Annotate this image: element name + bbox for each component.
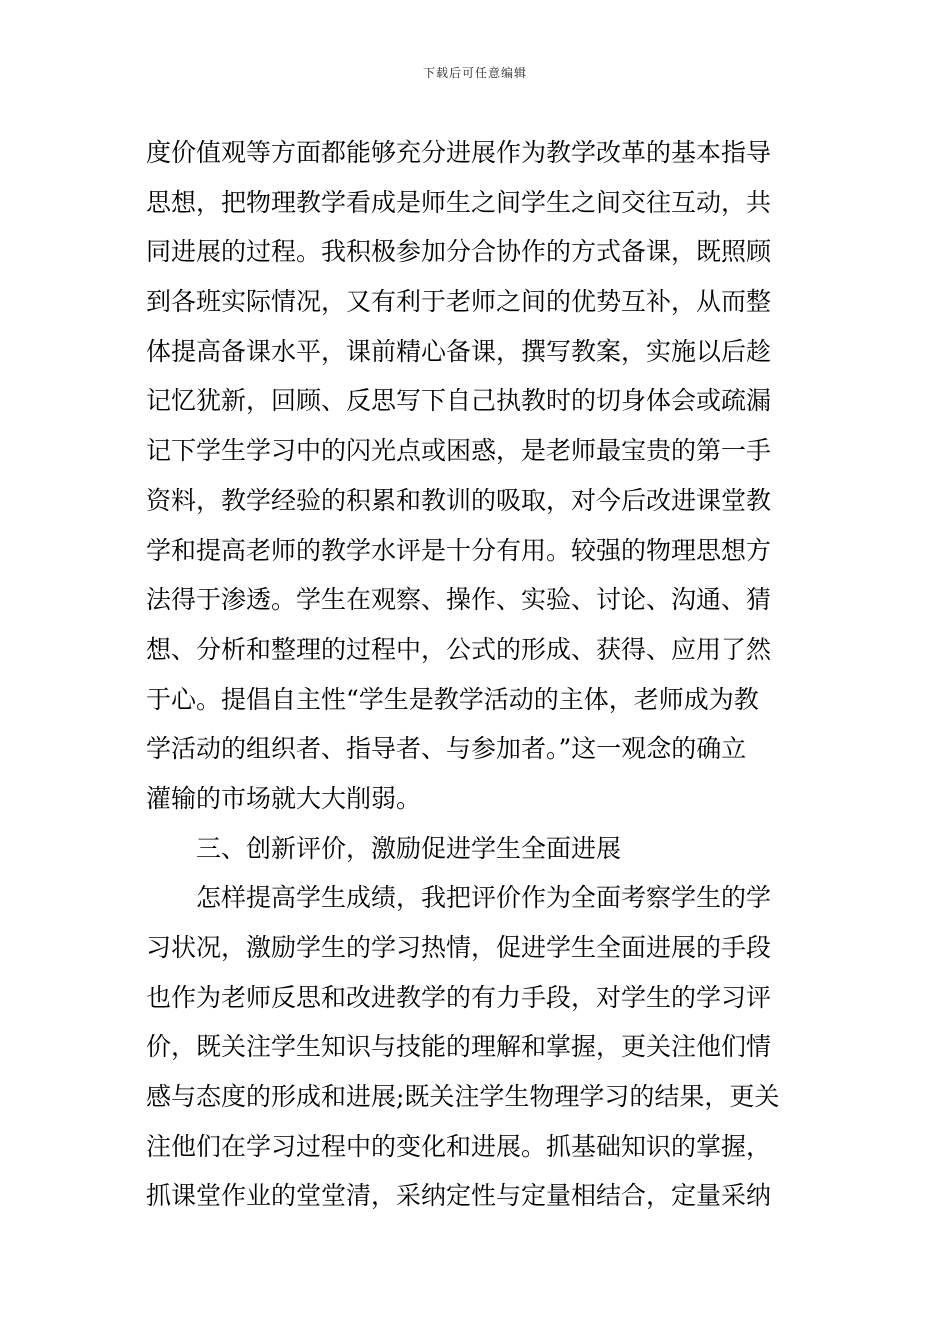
text-line: 感与态度的形成和进展;既关注学生物理学习的结果，更关	[146, 1082, 780, 1112]
document-body	[146, 128, 810, 1221]
text-line: 法得于渗透。学生在观察、操作、实验、讨论、沟通、猜	[146, 585, 772, 615]
section-heading: 三、创新评价，激励促进学生全面进展	[196, 833, 622, 863]
text-line: 习状况，激励学生的学习热情，促进学生全面进展的手段	[146, 933, 772, 962]
text-line: 抓课堂作业的堂堂清，采纳定性与定量相结合，定量采纳	[146, 1181, 772, 1211]
page-header: 下载后可任意编辑	[422, 66, 527, 80]
text-line: 也作为老师反思和改进教学的有力手段，对学生的学习评	[146, 982, 772, 1012]
text-line: 记忆犹新，回顾、反思写下自己执教时的切身体会或疏漏	[146, 386, 772, 416]
text-line: 学活动的组织者、指导者、与参加者。”这一观念的确立	[146, 734, 747, 764]
text-line: 思想，把物理教学看成是师生之间学生之间交往互动，共	[146, 187, 772, 217]
text-line: 资料，教学经验的积累和教训的吸取，对今后改进课堂教	[146, 485, 772, 515]
text-line: 价，既关注学生知识与技能的理解和掌握，更关注他们情	[146, 1032, 772, 1062]
text-line: 想、分析和整理的过程中，公式的形成、获得、应用了然	[146, 634, 772, 664]
text-line: 同进展的过程。我积极参加分合协作的方式备课，既照顾	[146, 237, 772, 267]
text-line: 注他们在学习过程中的变化和进展。抓基础知识的掌握，	[146, 1131, 772, 1161]
text-line: 体提高备课水平，课前精心备课，撰写教案，实施以后趁	[146, 336, 772, 366]
text-line: 于心。提倡自主性“学生是教学活动的主体，老师成为教	[146, 684, 759, 714]
text-line: 灌输的市场就大大削弱。	[146, 783, 422, 813]
paragraph-first-line: 怎样提高学生成绩，我把评价作为全面考察学生的学	[196, 883, 772, 913]
text-line: 到各班实际情况，又有利于老师之间的优势互补，从而整	[146, 287, 772, 317]
text-line: 记下学生学习中的闪光点或困惑，是老师最宝贵的第一手	[146, 436, 772, 466]
text-line: 学和提高老师的教学水评是十分有用。较强的物理思想方	[146, 535, 772, 565]
text-line: 度价值观等方面都能够充分进展作为教学改革的基本指导	[146, 138, 772, 167]
